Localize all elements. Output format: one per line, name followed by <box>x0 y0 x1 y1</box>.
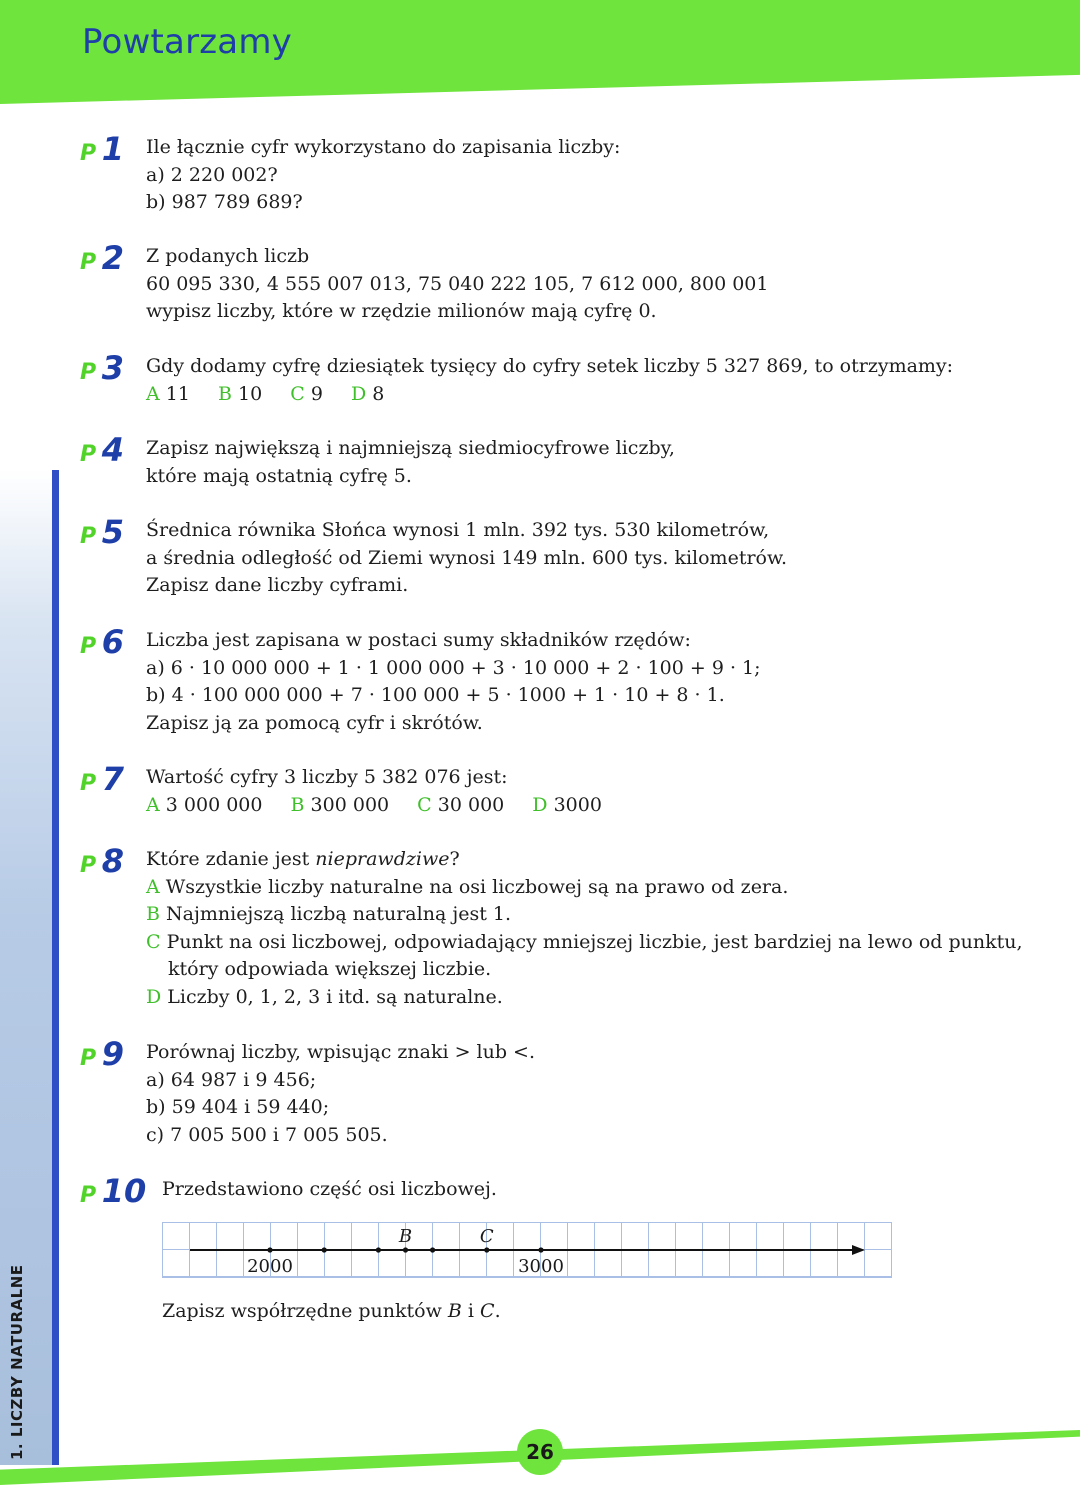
point-label: B <box>398 1226 413 1247</box>
tick-label: 3000 <box>518 1256 564 1277</box>
option-a: A 3 000 000 <box>146 793 263 816</box>
problem-number: P 6 <box>80 623 124 661</box>
option-d: D 3000 <box>532 793 602 816</box>
axis-dot <box>267 1247 272 1252</box>
option-b: B 300 000 <box>290 793 390 816</box>
choice-a: A Wszystkie liczby naturalne na osi liczbowej są na prawo od zera. <box>146 875 789 898</box>
option-a: A 11 <box>146 382 190 405</box>
problem-text: Zapisz największą i najmniejszą siedmiocyfrowe liczby, które mają ostatnią cyfrę 5. <box>146 437 675 487</box>
number-line <box>162 1222 892 1278</box>
problem-number: P 4 <box>80 431 124 469</box>
problem-number: P 2 <box>80 239 124 277</box>
page-title: Powtarzamy <box>82 22 292 62</box>
problem-number: P 1 <box>80 130 124 168</box>
option-c: C 30 000 <box>417 793 505 816</box>
problem-number: P 8 <box>80 842 124 880</box>
problem-number: P 5 <box>80 513 124 551</box>
answer-options <box>146 792 1026 820</box>
problem-text: Z podanych liczb 60 095 330, 4 555 007 013, 75 040 222 105, 7 612 000, 800 001 wypisz liczby, które w rzędzie milionów mają cyfrę 0. <box>146 245 769 322</box>
page-number: 26 <box>517 1429 563 1475</box>
axis-dot <box>322 1247 327 1252</box>
option-d: D 8 <box>351 382 385 405</box>
option-b: B 10 <box>218 382 263 405</box>
problem-text: Średnica równika Słońca wynosi 1 mln. 392 tys. 530 kilometrów, a średnia odległość od Ziemi wynosi 149 mln. 600 tys. kilometrów. Zapisz dane liczby cyframi. <box>146 519 788 596</box>
problem-text: Gdy dodamy cyfrę dziesiątek tysięcy do cyfry setek liczby 5 327 869, to otrzymamy: A 11 B 10 C 9 D 8 <box>146 353 1026 408</box>
axis-dot <box>403 1247 408 1252</box>
problem-text: Przedstawiono część osi liczbowej. <box>162 1178 497 1200</box>
problem-text: Liczba jest zapisana w postaci sumy składników rzędów: a) 6 · 10 000 000 + 1 · 1 000 000 + 3 · 10 000 + 2 · 100 + 9 · 1; b) 4 · 100 000 000 + 7 · 100 000 + 5 · 1000 + 1 · 10 + 8 · 1. Zapisz ją za pomocą cyfr i skrótów. <box>146 629 761 734</box>
problem-followup: Zapisz współrzędne punktów B i C. <box>162 1300 501 1322</box>
problem-number: P 9 <box>80 1035 124 1073</box>
problem-text: Porównaj liczby, wpisując znaki > lub <. a) 64 987 i 9 456; b) 59 404 i 59 440; c) 7 005 500 i 7 005 505. <box>146 1041 536 1146</box>
side-rule <box>52 470 59 1465</box>
problem-text: Które zdanie jest nieprawdziwe? A Wszystkie liczby naturalne na osi liczbowej są na prawo od zera. B Najmniejszą liczbą naturalną jest 1. C Punkt na osi liczbowej, odpowiadający mniejszej liczbie, jest bardziej na lewo od punktu, który odpowiada większej liczbie. D Liczby 0, 1, 2, 3 i itd. są naturalne. <box>146 846 1026 1011</box>
axis-dot <box>538 1247 543 1252</box>
problem-number: P 7 <box>80 760 124 798</box>
axis-dot <box>484 1247 489 1252</box>
axis-dot <box>376 1247 381 1252</box>
axis-arrow <box>852 1245 865 1255</box>
choice-b: B Najmniejszą liczbą naturalną jest 1. <box>146 903 512 925</box>
problem-text: Ile łącznie cyfr wykorzystano do zapisania liczby: a) 2 220 002? b) 987 789 689? <box>146 136 621 213</box>
choice-c: C Punkt na osi liczbowej, odpowiadający mniejszej liczbie, jest bardziej na lewo od punktu, <box>146 930 1023 953</box>
answer-options <box>146 381 1026 409</box>
problem-number: P 10 <box>80 1172 147 1210</box>
point-label: C <box>479 1226 494 1247</box>
problem-text: Wartość cyfry 3 liczby 5 382 076 jest: A 3 000 000 B 300 000 C 30 000 D 3000 <box>146 764 1026 819</box>
problem-number: P 3 <box>80 349 124 387</box>
choice-d: D Liczby 0, 1, 2, 3 i itd. są naturalne. <box>146 985 503 1008</box>
axis-dot <box>430 1247 435 1252</box>
option-c: C 9 <box>290 382 323 405</box>
tick-label: 2000 <box>247 1256 293 1277</box>
chapter-label: 1. LICZBY NATURALNE <box>8 1264 26 1460</box>
number-line-figure <box>162 1222 892 1278</box>
